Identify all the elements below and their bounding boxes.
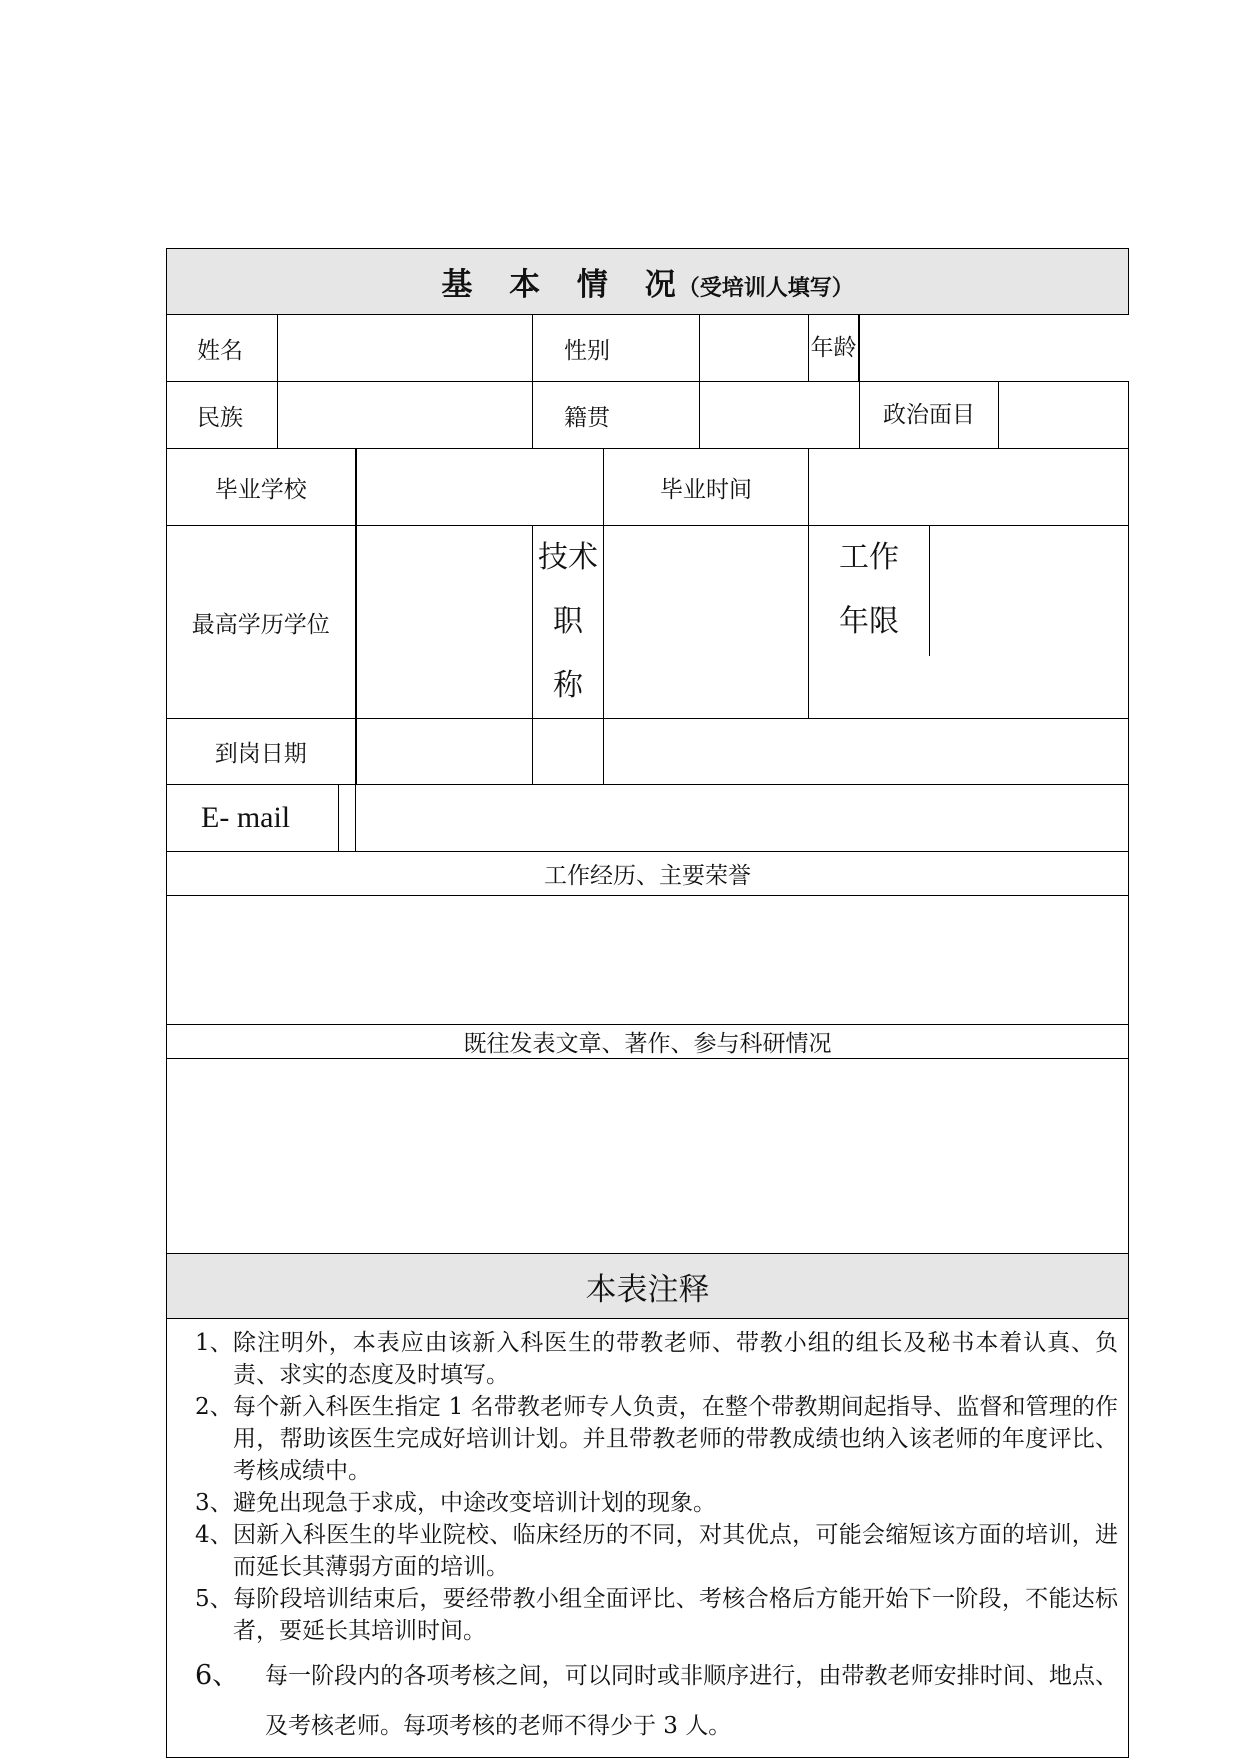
graduate-school-value-cell[interactable] bbox=[356, 449, 604, 526]
email-value-start[interactable] bbox=[339, 785, 355, 851]
political-group bbox=[860, 382, 1129, 449]
arrival-date-extra-cell[interactable] bbox=[533, 719, 604, 785]
arrival-date-value-cell[interactable] bbox=[356, 719, 533, 785]
note-item bbox=[195, 1583, 1118, 1647]
arrival-date-remainder-cell[interactable] bbox=[604, 719, 1129, 785]
note-text: 避免出现急于求成，中途改变培训计划的现象。 bbox=[233, 1490, 716, 1516]
note-number: 4、 bbox=[195, 1522, 233, 1548]
native-place-value-cell[interactable] bbox=[700, 382, 860, 449]
note-item bbox=[195, 1519, 1118, 1583]
work-years-line1: 工作 bbox=[839, 540, 899, 575]
age-label: 年龄 bbox=[809, 315, 859, 381]
name-value-cell[interactable] bbox=[278, 315, 533, 382]
publications-area[interactable] bbox=[167, 1059, 1129, 1254]
graduate-time-label: 毕业时间 bbox=[604, 449, 809, 526]
note-text: 每个新入科医生指定 1 名带教老师专人负责，在整个带教期间起指导、监督和管理的作用，帮助该医生完成好培训计划。并且带教老师的带教成绩也纳入该老师的年度评比、考核成绩中。 bbox=[233, 1394, 1119, 1484]
note-item bbox=[195, 1327, 1118, 1391]
note-text: 每一阶段内的各项考核之间，可以同时或非顺序进行，由带教老师安排时间、地点、及考核老师。每项考核的老师不得少于 3 人。 bbox=[265, 1663, 1119, 1739]
political-status-value-cell[interactable] bbox=[999, 382, 1128, 448]
ethnicity-value-cell[interactable] bbox=[278, 382, 533, 449]
form-table bbox=[166, 248, 1129, 1758]
email-group bbox=[167, 785, 356, 852]
graduate-school-label: 毕业学校 bbox=[167, 449, 356, 526]
arrival-date-label: 到岗日期 bbox=[167, 719, 356, 785]
native-place-label: 籍贯 bbox=[533, 382, 700, 449]
highest-degree-label: 最高学历学位 bbox=[167, 526, 356, 719]
highest-degree-value-cell[interactable] bbox=[356, 526, 533, 719]
note-item bbox=[195, 1391, 1118, 1487]
note-text: 每阶段培训结束后，要经带教小组全面评比、考核合格后方能开始下一阶段，不能达标者，要延长其培训时间。 bbox=[233, 1586, 1119, 1644]
tech-title-label bbox=[533, 526, 604, 719]
publications-header: 既往发表文章、著作、参与科研情况 bbox=[167, 1025, 1129, 1059]
age-group bbox=[809, 315, 860, 382]
gender-label: 性别 bbox=[533, 315, 700, 382]
work-experience-header: 工作经历、主要荣誉 bbox=[167, 852, 1129, 896]
work-years-group bbox=[809, 526, 1129, 719]
note-item bbox=[195, 1487, 1118, 1519]
note-number: 3、 bbox=[195, 1490, 233, 1516]
note-number: 5、 bbox=[195, 1586, 233, 1612]
email-label: E- mail bbox=[167, 785, 339, 851]
work-years-value-cell[interactable] bbox=[930, 526, 1128, 656]
note-number: 2、 bbox=[195, 1394, 233, 1420]
tech-title-line2: 称 bbox=[553, 668, 583, 703]
note-item bbox=[195, 1651, 1118, 1751]
note-number: 6、 bbox=[195, 1660, 240, 1691]
form-title: 基 本 情 况 bbox=[441, 267, 678, 303]
work-years-line2: 年限 bbox=[839, 604, 899, 639]
note-number: 1、 bbox=[195, 1330, 233, 1356]
gender-value-cell[interactable] bbox=[700, 315, 809, 382]
work-years-label bbox=[809, 526, 930, 656]
name-label: 姓名 bbox=[167, 315, 278, 382]
note-text: 除注明外，本表应由该新入科医生的带教老师、带教小组的组长及秘书本着认真、负责、求实的态度及时填写。 bbox=[233, 1330, 1119, 1388]
tech-title-value-cell[interactable] bbox=[604, 526, 809, 719]
email-value-cell[interactable] bbox=[356, 785, 1129, 852]
form-subtitle: （受培训人填写） bbox=[677, 275, 854, 301]
notes-body bbox=[167, 1319, 1129, 1758]
form-header bbox=[167, 249, 1129, 315]
graduate-time-value-cell[interactable] bbox=[809, 449, 1129, 526]
work-experience-area[interactable] bbox=[167, 896, 1129, 1025]
notes-title: 本表注释 bbox=[167, 1254, 1129, 1319]
note-text: 因新入科医生的毕业院校、临床经历的不同，对其优点，可能会缩短该方面的培训，进而延长其薄弱方面的培训。 bbox=[233, 1522, 1119, 1580]
tech-title-line1: 技术职 bbox=[538, 540, 598, 639]
political-status-label: 政治面目 bbox=[860, 382, 999, 448]
basic-info-form bbox=[166, 248, 1128, 1758]
ethnicity-label: 民族 bbox=[167, 382, 278, 449]
